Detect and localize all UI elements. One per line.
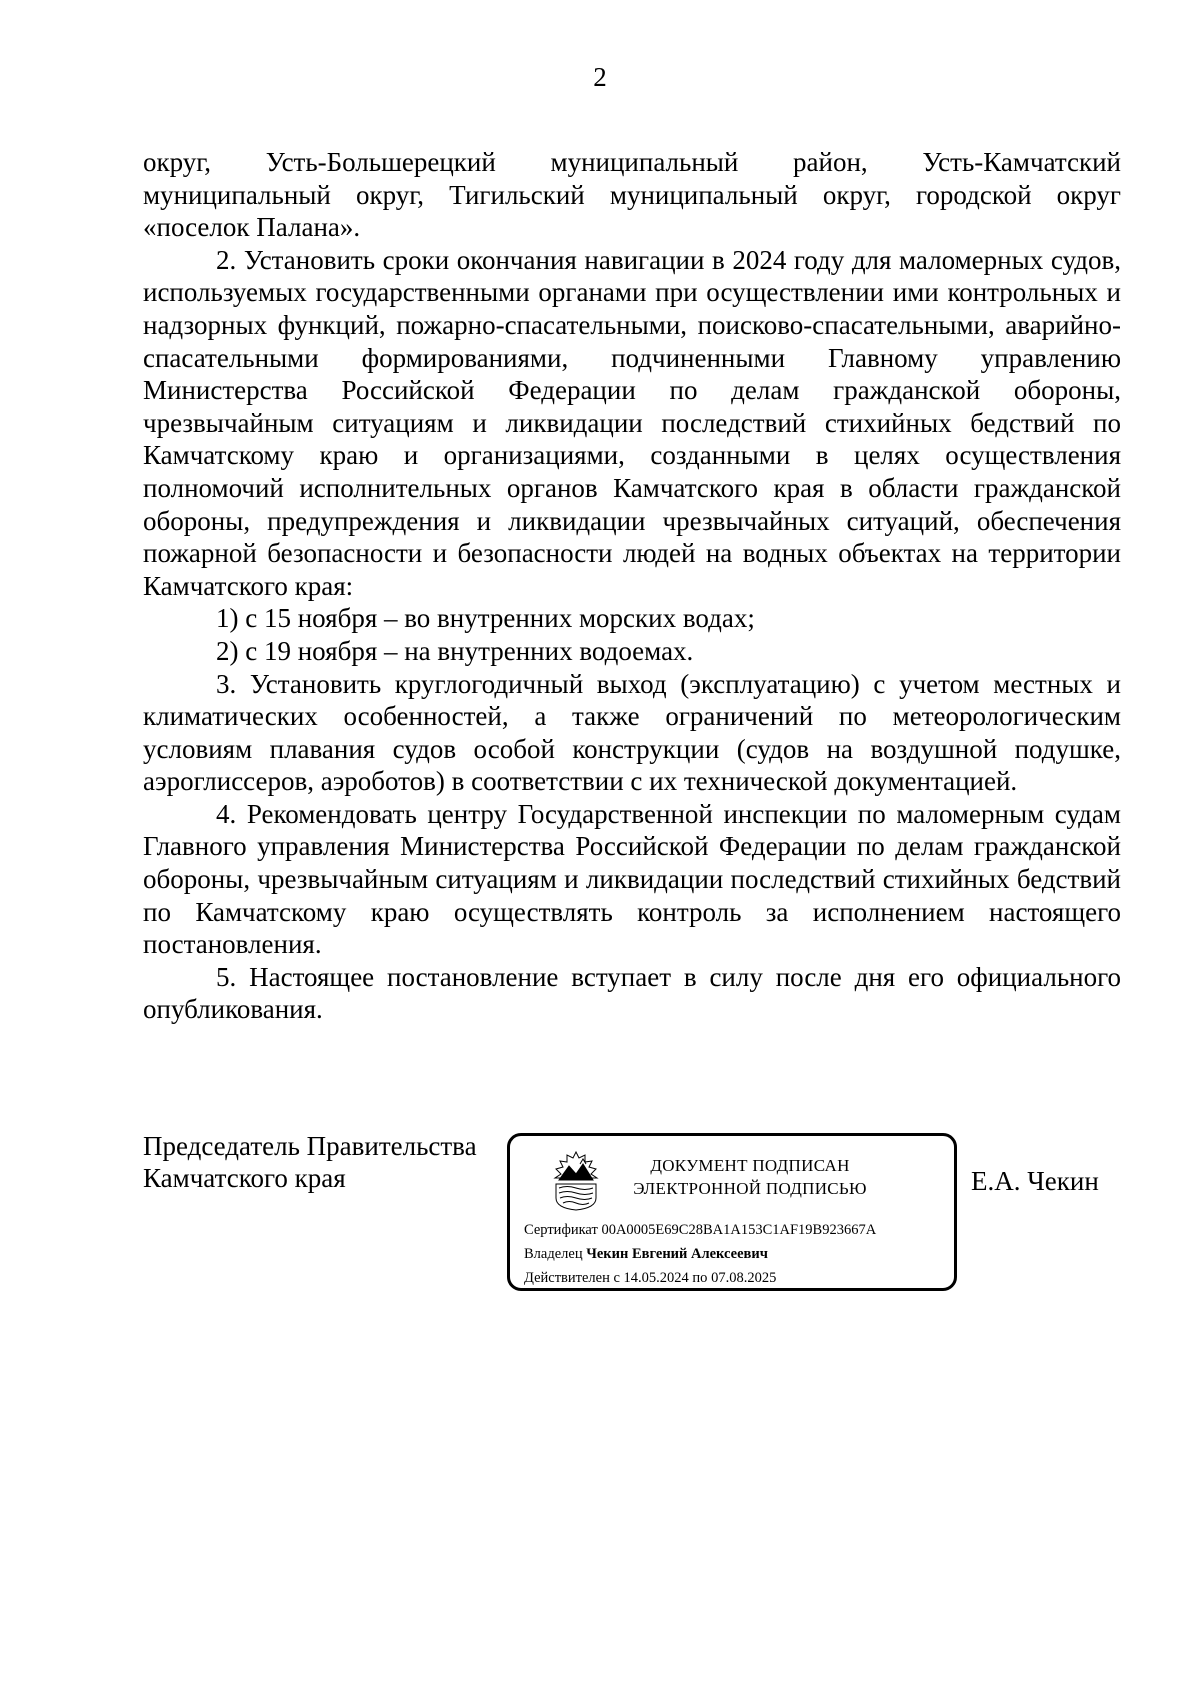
stamp-certificate-label: Сертификат [524, 1222, 598, 1238]
electronic-signature-stamp [507, 1133, 957, 1291]
stamp-owner [524, 1242, 876, 1266]
stamp-certificate [524, 1218, 876, 1242]
stamp-title [600, 1154, 900, 1200]
stamp-valid-to: 07.08.2025 [711, 1270, 777, 1286]
stamp-owner-value: Чекин Евгений Алексеевич [586, 1246, 768, 1262]
paragraph-item-4: 4. Рекомендовать центру Государственной инспекции по маломерным судам Главного управления Министерства Российской Федерации по делам гражданской обороны, чрезвычайным ситуациям и ликвидации последствий стихийных бедствий по Камчатскому краю осуществлять контроль за исполнением настоящего постановления. [143, 798, 1121, 960]
stamp-owner-label: Владелец [524, 1246, 583, 1262]
stamp-valid-from: 14.05.2024 [623, 1270, 689, 1286]
stamp-certificate-value: 00A0005E69C28BA1A153C1AF19B923667A [601, 1222, 877, 1238]
stamp-valid-label: Действителен с [524, 1270, 620, 1286]
kamchatka-emblem-icon [551, 1150, 601, 1212]
stamp-title-line2: ЭЛЕКТРОННОЙ ПОДПИСЬЮ [633, 1179, 867, 1198]
signatory-name: Е.А. Чекин [971, 1166, 1099, 1196]
paragraph-item-5: 5. Настоящее постановление вступает в силу после дня его официального опубликования. [143, 961, 1121, 1025]
stamp-valid-to-label: по [692, 1270, 708, 1286]
stamp-title-line1: ДОКУМЕНТ ПОДПИСАН [650, 1156, 850, 1175]
paragraph-subitem-1: 1) с 15 ноября – во внутренних морских водах; [216, 603, 755, 634]
paragraph-item-2: 2. Установить сроки окончания навигации в 2024 году для маломерных судов, используемых государственными органами при осуществлении ими контрольных и надзорных функций, пожарно-спасательными, поисково-спасательными, аварийно-спасательными формированиями, подчиненными Главному управлению Министерства Российской Федерации по делам гражданской обороны, чрезвычайным ситуациям и ликвидации последствий стихийных бедствий по Камчатскому краю и организациями, созданными в целях осуществления полномочий исполнительных органов Камчатского края в области гражданской обороны, предупреждения и ликвидации чрезвычайных ситуаций, обеспечения пожарной безопасности и безопасности людей на водных объектах на территории Камчатского края: [143, 244, 1121, 601]
signatory-position-line1: Председатель Правительства [143, 1131, 477, 1161]
stamp-validity [524, 1266, 876, 1290]
document-body [143, 146, 1121, 1026]
paragraph-continuation: округ, Усть-Большерецкий муниципальный район, Усть-Камчатский муниципальный округ, Тигильский муниципальный округ, городской округ «поселок Палана». [143, 147, 1121, 243]
stamp-details [524, 1218, 876, 1290]
signatory-position-line2: Камчатского края [143, 1163, 346, 1193]
signatory-position [143, 1130, 477, 1194]
paragraph-subitem-2: 2) с 19 ноября – на внутренних водоемах. [216, 635, 694, 666]
paragraph-item-3: 3. Установить круглогодичный выход (эксплуатацию) с учетом местных и климатических особенностей, а также ограничений по метеорологическим условиям плавания судов особой конструкции (судов на воздушной подушке, аэроглиссеров, аэроботов) в соответствии с их технической документацией. [143, 668, 1121, 797]
page-number: 2 [593, 62, 607, 92]
